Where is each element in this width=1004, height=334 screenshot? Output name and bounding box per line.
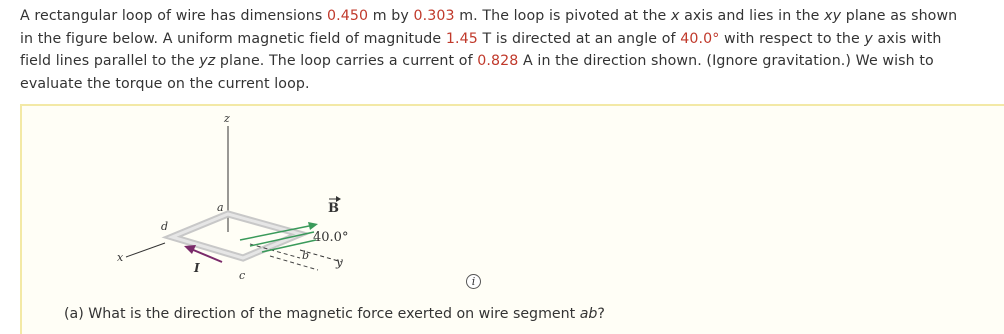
current-label-I: I bbox=[194, 261, 200, 275]
problem-line-4: evaluate the torque on the current loop. bbox=[20, 75, 310, 92]
field-label-B: B bbox=[328, 201, 339, 216]
angle-label: 40.0° bbox=[313, 230, 349, 245]
loop-dash-2 bbox=[270, 256, 318, 270]
x-axis-label: x bbox=[117, 251, 124, 264]
problem-line-2: in the figure below. A uniform magnetic field of magnitude 1.45 T is directed at an angle of 40.0° with respect to the y axis with bbox=[20, 30, 942, 47]
corner-label-d: d bbox=[161, 220, 169, 233]
corner-label-c: c bbox=[239, 269, 246, 282]
problem-line-1: A rectangular loop of wire has dimensions 0.450 m by 0.303 m. The loop is pivoted at the x axis and lies in the xy plane as shown bbox=[20, 8, 958, 24]
question-a: (a) What is the direction of the magnetic force exerted on wire segment ab? bbox=[64, 306, 605, 322]
angle-value: 40.0° bbox=[680, 30, 720, 47]
z-axis-label: z bbox=[224, 112, 230, 125]
corner-label-b: b bbox=[302, 249, 310, 262]
field-magnitude-value: 1.45 bbox=[445, 30, 478, 47]
problem-line-3: field lines parallel to the yz plane. The loop carries a current of 0.828 A in the direction shown. (Ignore gravitation.) We wish to bbox=[20, 53, 934, 69]
corner-label-a: a bbox=[217, 201, 224, 214]
current-value: 0.828 bbox=[477, 53, 519, 69]
y-axis-label: y bbox=[336, 255, 343, 269]
length-value-2: 0.303 bbox=[413, 8, 455, 24]
field-arrowhead bbox=[308, 222, 318, 230]
length-value-1: 0.450 bbox=[326, 8, 369, 24]
x-axis-line bbox=[126, 243, 165, 257]
info-icon[interactable]: i bbox=[466, 274, 481, 289]
